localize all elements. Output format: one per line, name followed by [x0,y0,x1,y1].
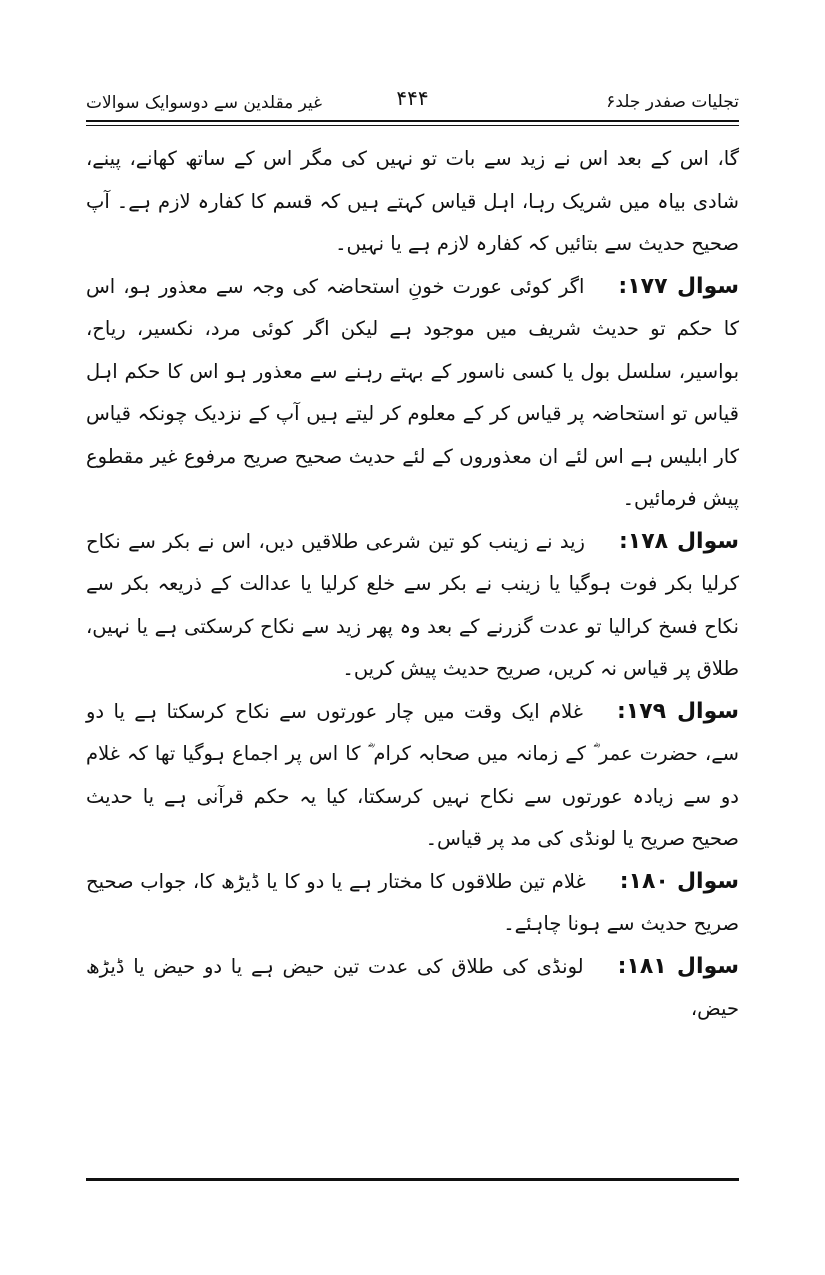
question-label: سوال ۱۸۰: [619,868,740,894]
header-rule-thin [86,125,739,126]
question-text: غلام ایک وقت میں چار عورتوں سے نکاح کرسکتا ہے یا دو سے، حضرت عمر ؓ کے زمانہ میں صحابہ کرام ؓ کا اس پر اجماع ہوگیا تھا کہ غلام دو سے زیادہ عورتوں سے نکاح نہیں کرسکتا، کیا یہ حکم قرآنی ہے یا حدیث صحیح صریح یا لونڈی کی مد پر قیاس۔ [86,699,739,850]
page-number: ۴۴۴ [396,86,429,110]
question-177 [86,266,739,521]
question-text: لونڈی کی طلاق کی عدت تین حیض ہے یا دو حیض یا ڈیڑھ حیض، [86,954,739,1020]
question-label: سوال ۱۸۱: [617,953,739,979]
question-text: اگر کوئی عورت خونِ استحاضہ کی وجہ سے معذور ہو، اس کا حکم تو حدیث شریف میں موجود ہے لیکن اگر کوئی مرد، نکسیر، ریاح، بواسیر، سلسل بول یا کسی ناسور کے بہتے رہنے سے معذور ہو اس کا حکم اہل قیاس تو استحاضہ پر قیاس کر کے معلوم کر لیتے ہیں آپ کے نزدیک چونکہ قیاس کار ابلیس ہے اس لئے ان معذوروں کے لئے حدیث صحیح صریح مرفوع غیر مقطوع پیش فرمائیں۔ [86,274,739,510]
question-179 [86,691,739,861]
chapter-title: غیر مقلدین سے دوسوایک سوالات [86,93,323,113]
question-text: غلام تین طلاقوں کا مختار ہے یا دو کا یا ڈیڑھ کا، جواب صحیح صریح حدیث سے ہونا چاہئے۔ [86,869,739,935]
question-label: سوال ۱۷۹: [616,698,740,724]
page-body [86,138,739,1031]
question-text: زید نے زینب کو تین شرعی طلاقیں دیں، اس نے بکر سے نکاح کرلیا بکر فوت ہوگیا یا زینب نے بکر سے خلع کرلیا یا عدالت کے ذریعہ بکر سے نکاح فسخ کرالیا تو عدت گزرنے کے بعد وہ پھر زید سے نکاح کرسکتی ہے یا نہیں، طلاق پر قیاس نہ کریں، صریح حدیث پیش کریں۔ [86,529,739,680]
header-rule [86,120,739,122]
paragraph-continuation [86,138,739,266]
question-178 [86,521,739,691]
question-181 [86,946,739,1031]
question-label: سوال ۱۷۷: [618,273,740,299]
question-180 [86,861,739,946]
question-label: سوال ۱۷۸: [618,528,740,554]
paragraph-text: گا، اس کے بعد اس نے زید سے بات تو نہیں کی مگر اس کے ساتھ کھانے، پینے، شادی بیاہ میں شریک رہا، اہل قیاس کہتے ہیں کہ قسم کا کفارہ لازم ہے۔ آپ صحیح حدیث سے بتائیں کہ کفارہ لازم ہے یا نہیں۔ [86,147,739,255]
running-header [86,86,739,116]
book-title: تجلیات صفدر جلد۶ [606,92,739,112]
footer-rule [86,1178,739,1181]
